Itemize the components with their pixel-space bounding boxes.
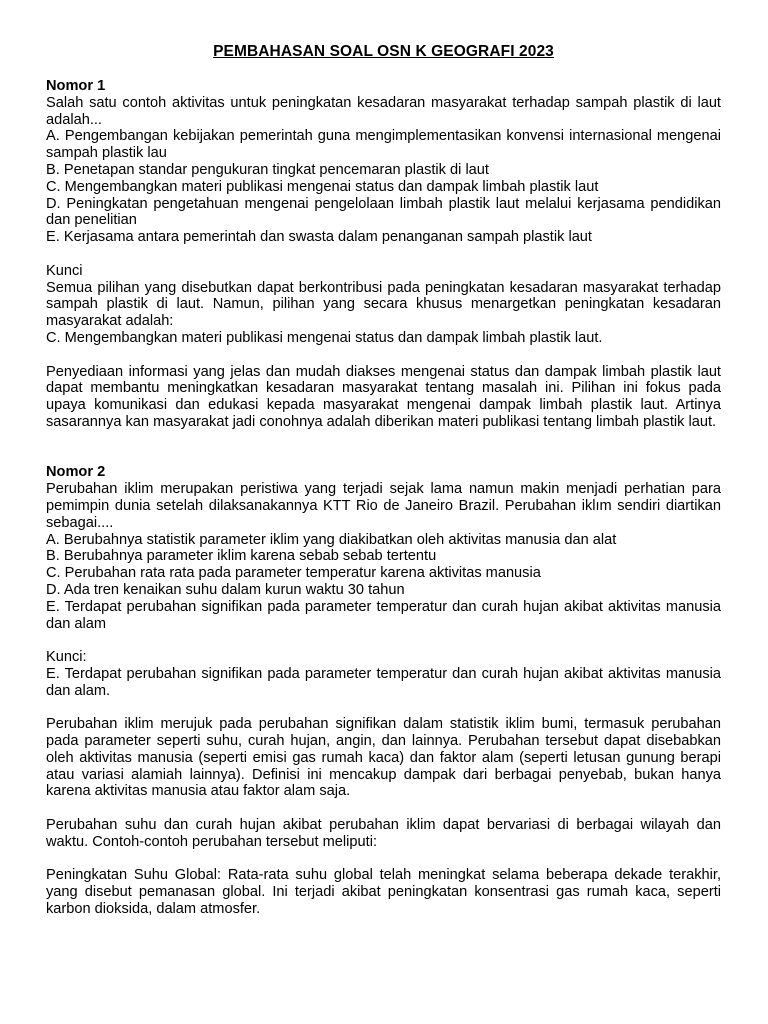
question-1 <box>46 78 721 431</box>
question-2-option-e: E. Terdapat perubahan signifikan pada parameter temperatur dan curah hujan akibat aktivitas manusia dan alam <box>46 598 721 632</box>
question-1-option-d: D. Peningkatan pengetahuan mengenai pengelolaan limbah plastik laut melalui kerjasama pendidikan dan penelitian <box>46 195 721 229</box>
question-1-answer: C. Mengembangkan materi publikasi mengenai status dan dampak limbah plastik laut. <box>46 329 603 346</box>
question-2-kunci-label: Kunci: <box>46 649 87 666</box>
question-1-option-c: C. Mengembangkan materi publikasi mengenai status dan dampak limbah plastik laut <box>46 178 599 195</box>
question-1-option-b: B. Penetapan standar pengukuran tingkat pencemaran plastik di laut <box>46 161 489 178</box>
question-1-explanation: Penyediaan informasi yang jelas dan mudah diakses mengenai status dan dampak limbah plastik laut dapat membantu meningkatkan kesadaran masyarakat tentang masalah ini. Pilihan ini fokus pada upaya komunikasi dan edukasi kepada masyarakat mengenai dampak limbah plastik laut. Artinya sasarannya kan masyarakat jadi conohnya adalah diberikan materi publikasi tentang limbah plastik laut. <box>46 363 721 430</box>
question-2-heading: Nomor 2 <box>46 464 106 481</box>
question-2-paragraph-3: Peningkatan Suhu Global: Rata-rata suhu global telah meningkat selama beberapa dekade terakhir, yang disebut pemanasan global. Ini terjadi akibat peningkatan konsentrasi gas rumah kaca, seperti karbon dioksida, dalam atmosfer. <box>46 867 721 918</box>
question-2-text: Perubahan iklim merupakan peristiwa yang terjadi sejak lama namun makin menjadi perhatian para pemimpin dunia setelah dilaksanakannya KTT Rio de Janeiro Brazil. Perubahan iklım sendiri diartikan sebagai.... <box>46 481 721 531</box>
question-2-paragraph-1: Perubahan iklim merujuk pada perubahan signifikan dalam statistik iklim bumi, termasuk perubahan pada parameter seperti suhu, curah hujan, angin, dan lainnya. Perubahan tersebut dapat disebabkan oleh aktivitas manusia (seperti emisi gas rumah kaca) dan faktor alam (seperti letusan gunung berapi atau variasi alamiah lainnya). Definisi ini mencakup dampak dari berbagai penyebab, bukan hanya karena aktivitas manusia atau faktor alam saja. <box>46 716 721 800</box>
question-2-option-b: B. Berubahnya parameter iklim karena sebab sebab tertentu <box>46 548 437 565</box>
document-title: PEMBAHASAN SOAL OSN K GEOGRAFI 2023 <box>213 43 554 60</box>
question-2-paragraph-2: Perubahan suhu dan curah hujan akibat perubahan iklim dapat bervariasi di berbagai wilayah dan waktu. Contoh-contoh perubahan tersebut meliputi: <box>46 817 721 850</box>
question-2-answer: E. Terdapat perubahan signifikan pada parameter temperatur dan curah hujan akibat aktivitas manusia dan alam. <box>46 665 721 699</box>
question-1-heading: Nomor 1 <box>46 78 106 94</box>
question-2-option-c: C. Perubahan rata rata pada parameter temperatur karena aktivitas manusia <box>46 565 541 582</box>
question-1-kunci-label: Kunci <box>46 262 83 279</box>
question-1-option-a: A. Pengembangan kebijakan pemerintah guna mengimplementasikan konvensi internasional mengenai sampah plastik lau <box>46 128 721 162</box>
question-2-option-a: A. Berubahnya statistik parameter iklim yang diakibatkan oleh aktivitas manusia dan alat <box>46 531 617 548</box>
question-1-kunci-text: Semua pilihan yang disebutkan dapat berkontribusi pada peningkatan kesadaran masyarakat terhadap sampah plastik di laut. Namun, pilihan yang secara khusus menargetkan peningkatan kesadaran masyarakat adalah: <box>46 279 721 330</box>
question-1-option-e: E. Kerjasama antara pemerintah dan swasta dalam penanganan sampah plastik laut <box>46 229 592 246</box>
question-2-option-d: D. Ada tren kenaikan suhu dalam kurun waktu 30 tahun <box>46 581 405 598</box>
question-1-text: Salah satu contoh aktivitas untuk peningkatan kesadaran masyarakat terhadap sampah plastik di laut adalah... <box>46 94 721 128</box>
question-2 <box>46 464 721 918</box>
